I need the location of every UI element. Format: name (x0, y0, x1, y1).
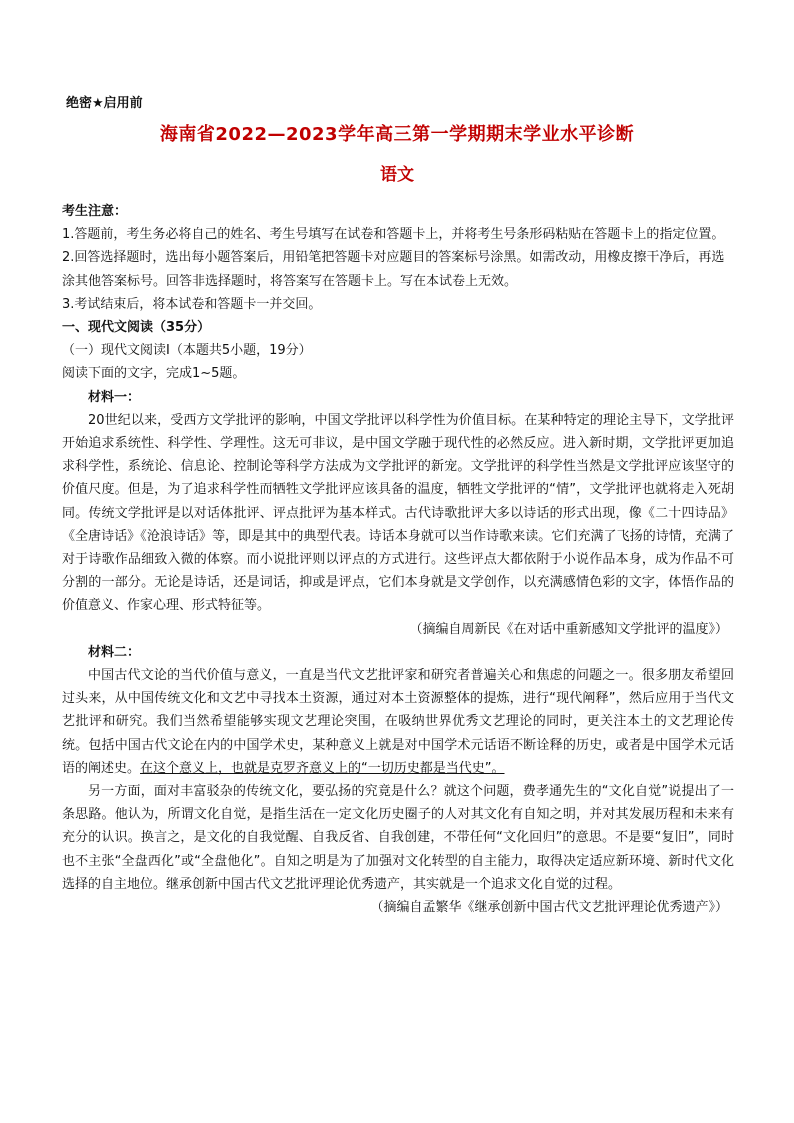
material-2-source: （摘编自孟繁华《继承创新中国古代文艺批评理论优秀遗产》） (370, 900, 728, 916)
notice-item-3: 3.考试结束后，将本试卷和答题卡一并交回。 (62, 296, 322, 312)
exam-subject: 语文 (380, 165, 414, 185)
material-1-label: 材料一： (88, 389, 141, 405)
secret-label: 绝密★启用前 (66, 96, 143, 111)
material-1-source: （摘编自周新民《在对话中重新感知文学批评的温度》） (409, 621, 728, 637)
notice-item-2: 2.回答选择题时，选出每小题答案后，用铅笔把答题卡对应题目的答案标号涂黑。如需改动，用橡皮擦干净后，再选涂其他答案标号。回答非选择题时，将答案写在答题卡上。写在本试卷上无效。 (62, 250, 725, 289)
section-instruction: 阅读下面的文字，完成1~5题。 (62, 366, 246, 382)
material-2-label: 材料二： (88, 644, 141, 660)
section-heading: 一、现代文阅读（35分） (62, 320, 211, 336)
material-2-paragraph-2: 另一方面，面对丰富驳杂的传统文化，要弘扬的究竟是什么？就这个问题，费孝通先生的“文化自觉”说提出了一条思路。他认为，所谓文化自觉，是指生活在一定文化历史圈子的人对其文化有自知之明，并对其发展历程和未来有充分的认识。换言之，是文化的自我觉醒、自我反省、自我创建，不带任何“文化回归”的意思。不是要“复旧”，同时也不主张“全盘西化”或“全盘他化”。自知之明是为了加强对文化转型的自主能力，取得决定适应新环境、新时代文化选择的自主地位。继承创新中国古代文艺批评理论优秀遗产，其实就是一个追求文化自觉的过程。 (62, 784, 734, 892)
material-2-p1-main: 中国古代文论的当代价值与意义，一直是当代文艺批评家和研究者普遍关心和焦虑的问题之一。很多朋友希望回过头来，从中国传统文化和文艺中寻找本土资源，通过对本土资源整体的提炼，进行“现代阐释”，然后应用于当代文艺批评和研究。我们当然希望能够实现文艺理论突围，在吸纳世界优秀文艺理论的同时，更关注本土的文艺理论传统。包括中国古代文论在内的中国学术史，某种意义上就是对中国学术元话语不断诠释的历史，或者是中国学术元话语的阐述史。 (62, 668, 734, 776)
exam-title: 海南省2022—2023学年高三第一学期期末学业水平诊断 (159, 124, 635, 145)
material-2-p1-underlined: 在这个意义上，也就是克罗齐意义上的“一切历史都是当代史”。 (140, 760, 505, 776)
material-1-text: 20世纪以来，受西方文学批评的影响，中国文学批评以科学性为价值目标。在某种特定的理论主导下，文学批评开始追求系统性、科学性、学理性。这无可非议，是中国文学融于现代性的必然反应。进入新时期，文学批评更加追求科学性，系统论、信息论、控制论等科学方法成为文学批评的新宠。文学批评的科学性当然是文学批评应该坚守的价值尺度。但是，为了追求科学性而牺牲文学批评应该具备的温度，牺牲文学批评的“情”，文学批评也就将走入死胡同。传统文学批评是以对话体批评、评点批评为基本样式。古代诗歌批评大多以诗话的形式出现，像《二十四诗品》《全唐诗话》《沧浪诗话》等，即是其中的典型代表。诗话本身就可以当作诗歌来读。它们充满了飞扬的诗情，充满了对于诗歌作品细致入微的体察。而小说批评则以评点的方式进行。这些评点大都依附于小说作品本身，成为作品不可分割的一部分。无论是诗话，还是词话，抑或是评点，它们本身就是文学创作，以充满感情色彩的文字，体悟作品的价值意义、作家心理、形式特征等。 (62, 412, 734, 614)
notice-heading: 考生注意： (62, 204, 128, 219)
notice-item-1: 1.答题前，考生务必将自己的姓名、考生号填写在试卷和答题卡上，并将考生号条形码粘贴在答题卡上的指定位置。 (62, 227, 725, 243)
exam-body (62, 200, 734, 919)
section-subheading: （一）现代文阅读Ⅰ（本题共5小题，19分） (62, 343, 312, 359)
material-2-paragraph-1 (62, 664, 734, 780)
